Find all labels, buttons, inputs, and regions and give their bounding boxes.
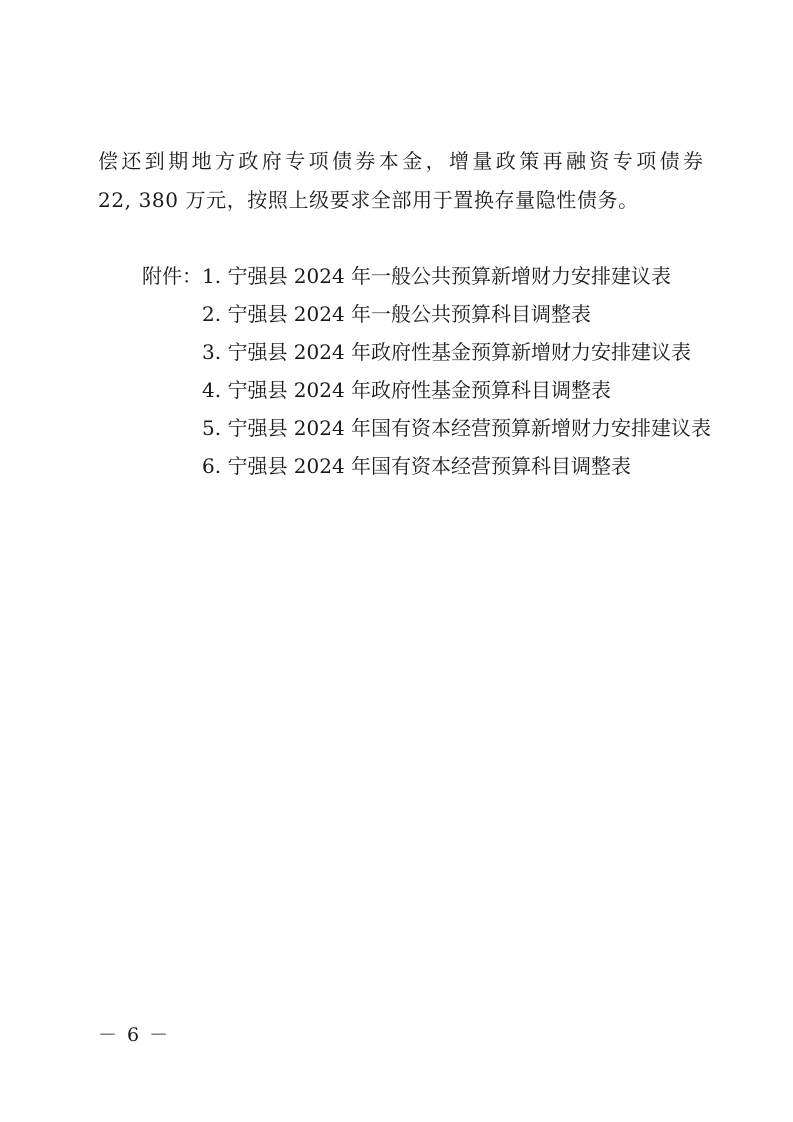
attachments-label: 附件：: [142, 264, 202, 288]
page-number: － 6 －: [98, 1024, 171, 1046]
attachment-item-6: 6. 宁强县 2024 年国有资本经营预算科目调整表: [202, 454, 632, 478]
attachment-item-2: 2. 宁强县 2024 年一般公共预算科目调整表: [202, 302, 592, 326]
body-text-line-2: 22, 380 万元，按照上级要求全部用于置换存量隐性债务。: [98, 188, 639, 212]
attachment-item-1: 1. 宁强县 2024 年一般公共预算新增财力安排建议表: [202, 264, 672, 288]
body-text-line-1: 偿还到期地方政府专项债券本金，增量政策再融资专项债券: [98, 149, 707, 173]
attachment-item-3: 3. 宁强县 2024 年政府性基金预算新增财力安排建议表: [202, 340, 692, 364]
attachment-item-4: 4. 宁强县 2024 年政府性基金预算科目调整表: [202, 378, 612, 402]
attachment-item-5: 5. 宁强县 2024 年国有资本经营预算新增财力安排建议表: [202, 416, 712, 440]
